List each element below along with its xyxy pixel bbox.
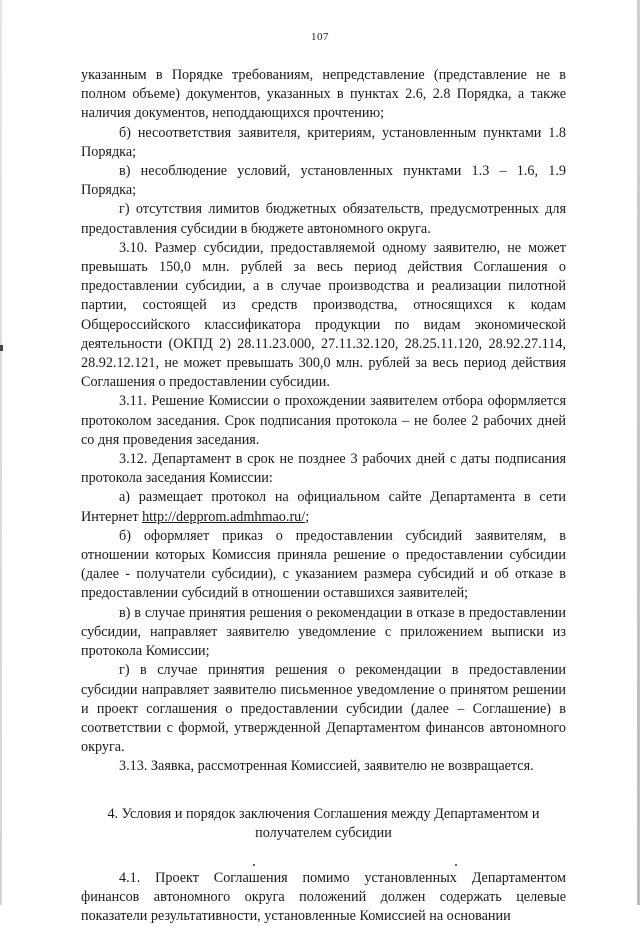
paragraph-3-12-v: в) в случае принятия решения о рекомендации в отказе в предоставлении субсидии, направляет заявителю уведомление с приложением выписки из протокола Комиссии; <box>81 604 566 660</box>
paragraph-item-g: г) отсутствия лимитов бюджетных обязательств, предусмотренных для предоставления субсидии в бюджете автономного округа. <box>81 201 566 237</box>
paragraph-3-12-a-text: а) размещает протокол на официальном сайте Департамента в сети Интернет <box>81 489 566 525</box>
scan-speck <box>455 864 457 866</box>
document-body <box>81 66 566 927</box>
scan-speck <box>253 864 255 866</box>
paragraph-3-13: 3.13. Заявка, рассмотренная Комиссией, заявителю не возвращается. <box>119 758 534 775</box>
paragraph-item-v: в) несоблюдение условий, установленных пунктами 1.3 – 1.6, 1.9 Порядка; <box>81 163 566 199</box>
paragraph-3-11: 3.11. Решение Комиссии о прохождении заявителем отбора оформляется протоколом заседания. Срок подписания протокола – не более 2 рабочих дней со дня проведения заседания. <box>81 393 566 448</box>
paragraph-3-12-b: б) оформляет приказ о предоставлении субсидий заявителям, в отношении которых Комиссия приняла решение о предоставлении субсидии (далее - получатели субсидии), с указанием размера субсидий и об отказе в предоставлении субсидий в отношении оставшихся заявителей; <box>81 527 566 602</box>
paragraph-3-12-g: г) в случае принятия решения о рекомендации в предоставлении субсидии направляет заявителю письменное уведомление о принятом решении и проект соглашения о предоставлении субсидии (далее – Соглашение) в соответствии с формой, утвержденной Департаментом финансов автономного округа. <box>81 662 566 756</box>
page-number: 107 <box>311 31 329 43</box>
paragraph-3-10: 3.10. Размер субсидии, предоставляемой одному заявителю, не может превышать 150,0 млн. рублей за весь период действия Соглашения о предоставлении субсидии, а в случае производства и реализации пилотной партии, состоящей из средств производства, относящихся к кодам Общероссийского классификатора продукции по видам экономической деятельности (ОКПД 2) 28.11.23.000, 27.11.32.120, 28.25.11.120, 28.92.27.114, 28.92.12.121, не может превышать 300,0 млн. рублей за весь период действия Соглашения о предоставлении субсидии. <box>81 239 566 391</box>
scan-edge-mark <box>0 345 3 351</box>
department-website-link[interactable]: http://depprom.admhmao.ru/ <box>142 508 306 525</box>
paragraph-item-b: б) несоответствия заявителя, критериям, установленным пунктами 1.8 Порядка; <box>81 124 566 160</box>
paragraph-continuation: указанным в Порядке требованиям, непредставление (представление не в полном объеме) документов, указанных в пунктах 2.6, 2.8 Порядка, а также наличия документов, неподдающихся прочтению; <box>81 67 566 122</box>
section-heading: 4. Условия и порядок заключения Соглашения между Департаментом и получателем субсидии <box>107 805 540 841</box>
scan-edge-left <box>0 0 2 905</box>
paragraph-3-12: 3.12. Департамент в срок не позднее 3 рабочих дней с даты подписания протокола заседания Комиссии: <box>81 451 566 487</box>
paragraph-3-12-a-tail: ; <box>305 508 310 525</box>
paragraph-4-1: 4.1. Проект Соглашения помимо установленных Департаментом финансов автономного округа положений должен содержать целевые показатели результативности, установленные Комиссией на основании <box>81 869 566 925</box>
paragraph-3-12-a <box>81 488 566 526</box>
